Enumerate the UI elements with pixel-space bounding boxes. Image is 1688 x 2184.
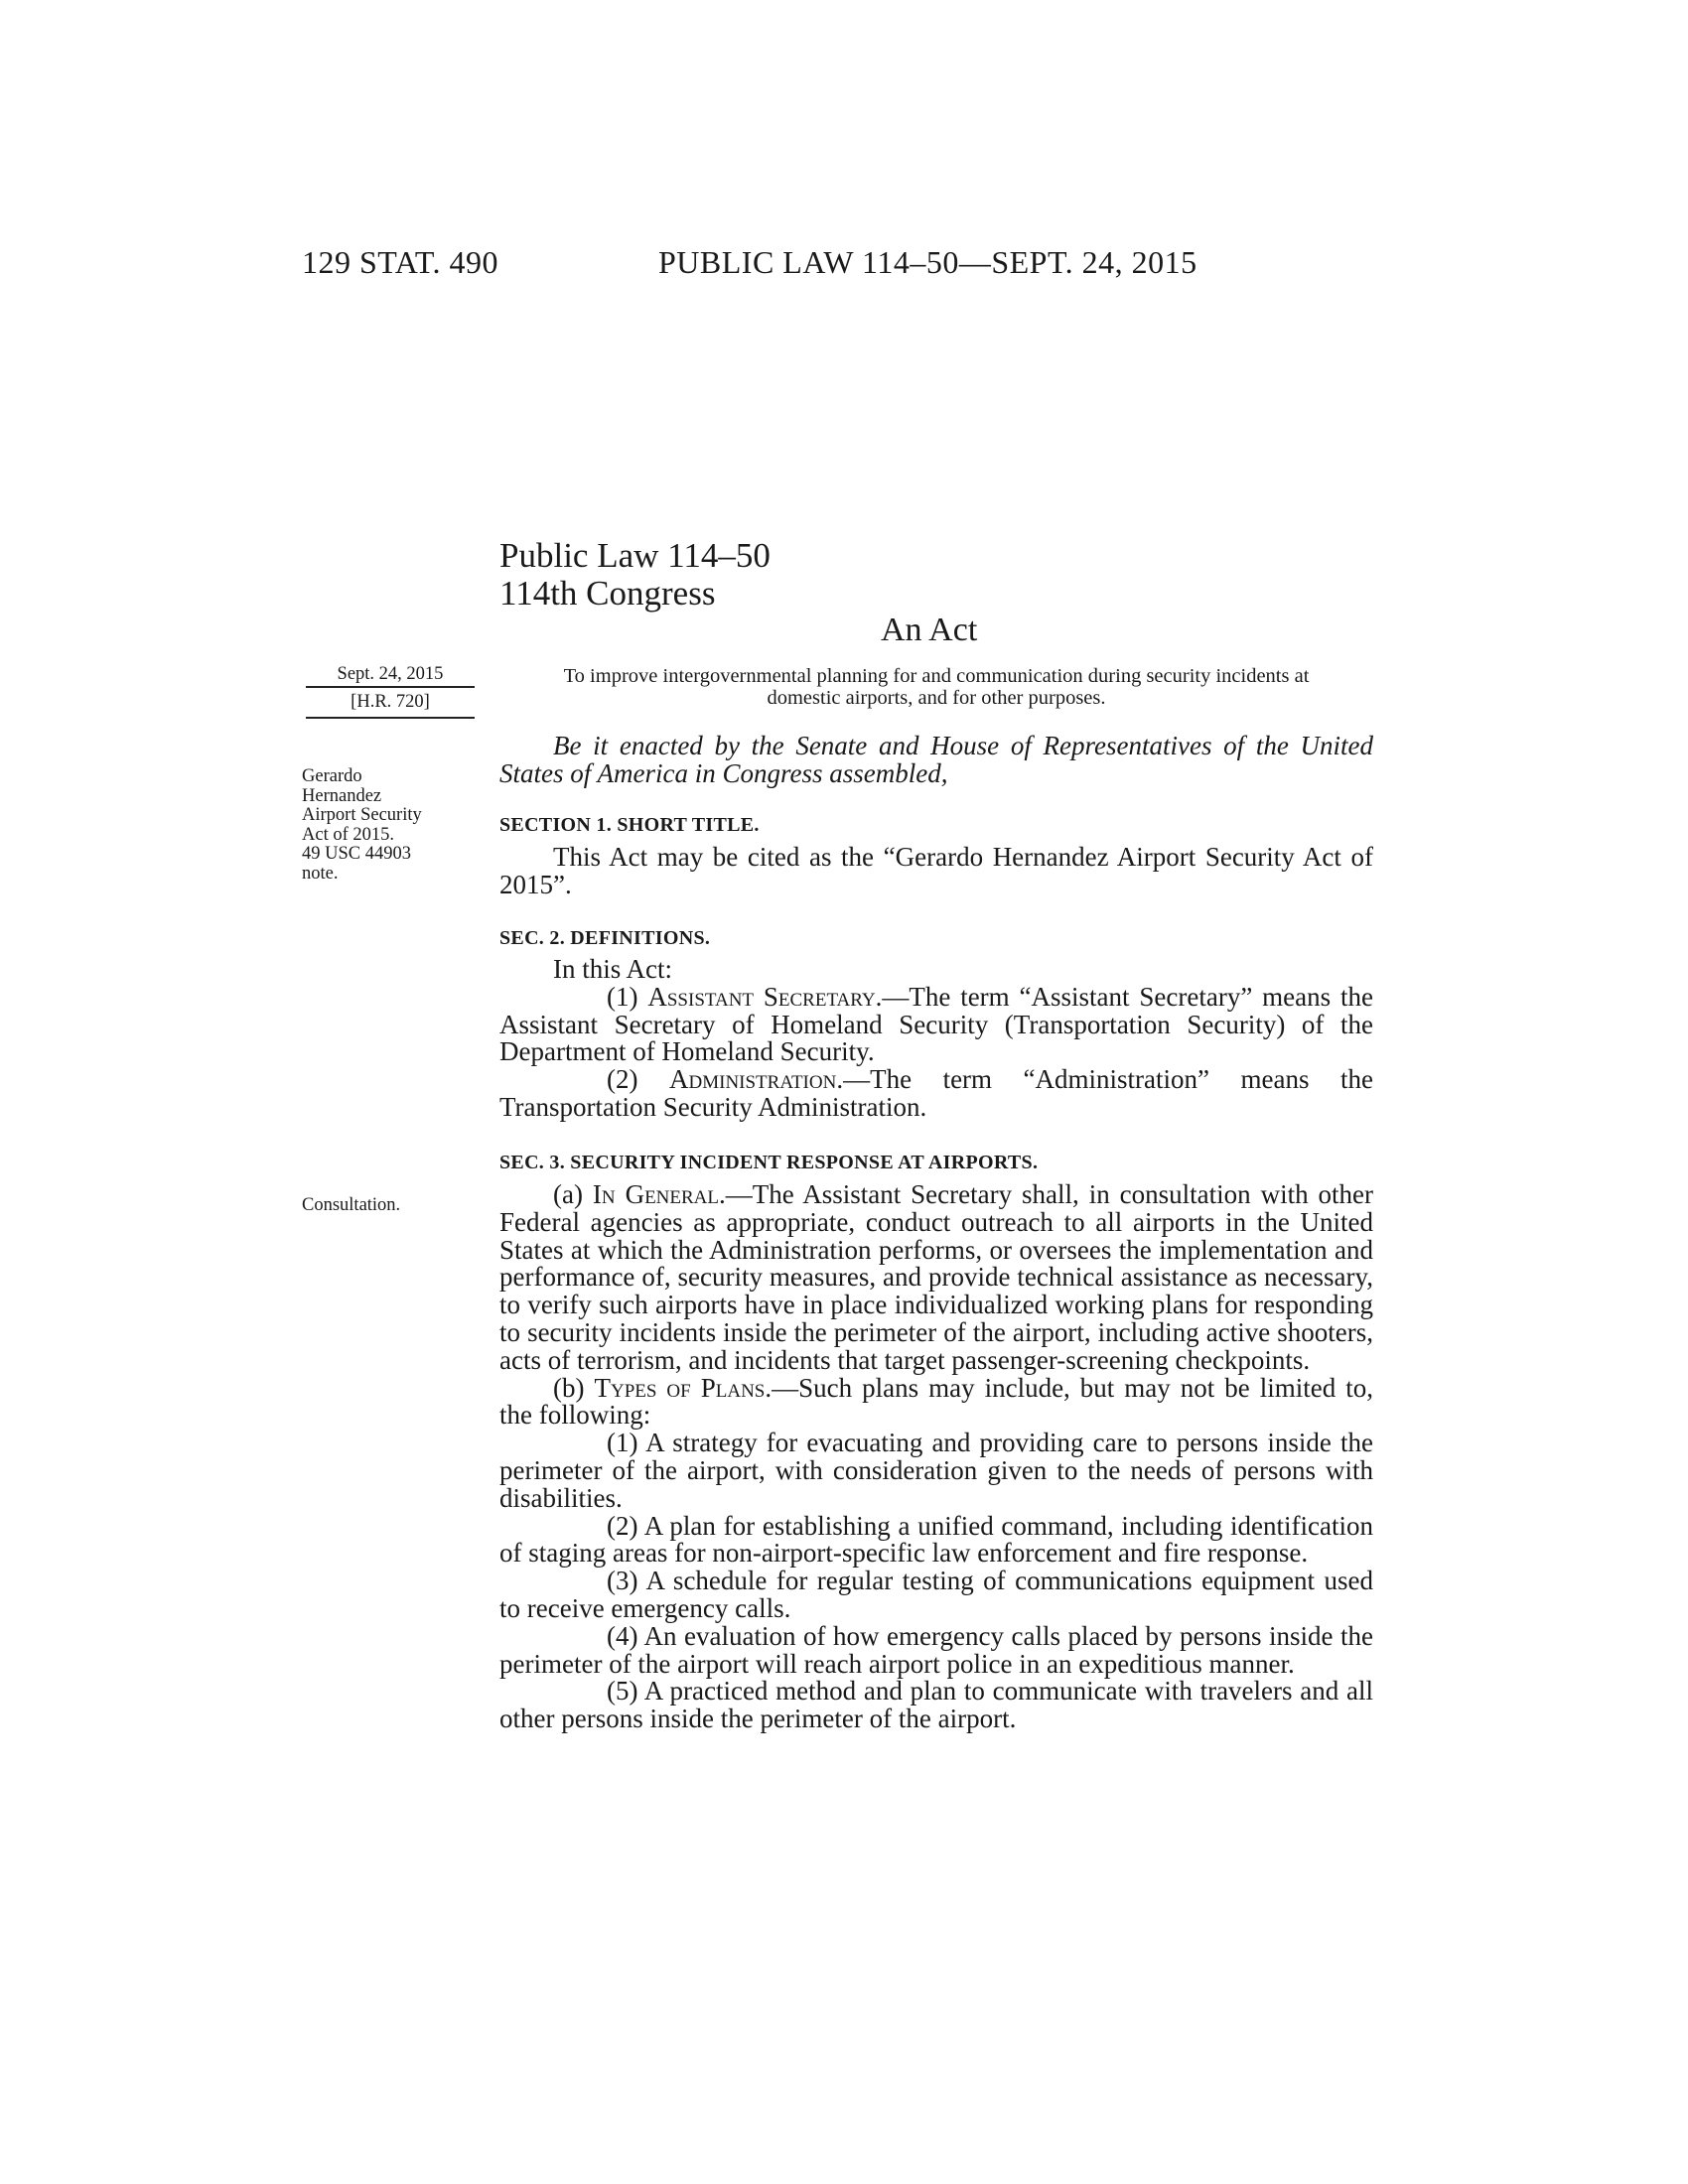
margin-bill-number: [H.R. 720] (351, 692, 430, 712)
subsection-number: (a) (553, 1179, 583, 1209)
running-title: PUBLIC LAW 114–50—SEPT. 24, 2015 (658, 244, 1197, 280)
subsection-a (499, 1181, 1373, 1375)
margin-date: Sept. 24, 2015 (337, 664, 444, 684)
plan-item: (1) A strategy for evacuating and providing care to persons inside the perimeter of the airport, with consideration given to the needs of persons with disabilities. (499, 1428, 1373, 1513)
section-2-intro: In this Act: (553, 954, 672, 984)
enacting-clause (499, 733, 1373, 788)
margin-rule (306, 686, 475, 688)
definition-paragraph (499, 981, 1373, 1067)
definition-text: .—The term “Administration” means the Transportation Security Administration. (499, 1064, 1374, 1122)
defined-term: Assistant Secretary (647, 981, 876, 1012)
section-1-text: This Act may be cited as the “Gerardo Hernandez Airport Security Act of 2015”. (499, 842, 1373, 899)
subsection-text: .—Such plans may include, but may not be limited to, the following: (499, 1372, 1373, 1431)
section-1-body (499, 844, 1373, 899)
margin-note-line: 49 USC 44903 (302, 844, 411, 864)
section-2-heading: SEC. 2. DEFINITIONS. (499, 927, 711, 949)
plan-item: (4) An evaluation of how emergency calls placed by persons inside the perimeter of the airport will reach airport police in an expeditious manner. (499, 1620, 1373, 1679)
subsection-heading: Types of Plans (594, 1372, 766, 1403)
subsection-heading: In General (592, 1179, 720, 1209)
subsection-number: (b) (553, 1372, 585, 1403)
paragraph-number: (1) (607, 981, 638, 1012)
plan-item: (3) A schedule for regular testing of communications equipment used to receive emergency calls. (499, 1566, 1373, 1623)
definition-paragraph (499, 1066, 1373, 1122)
subsection-text: .—The Assistant Secretary shall, in consultation with other Federal agencies as appropriate, conduct outreach to all airports in the United States at which the Administration performs, or oversees the implementation and performance of, security measures, and provide technical assistance as necessary, to verify such airports have in place individualized working plans for responding to security incidents inside the perimeter of the airport, including active shooters, acts of terrorism, and incidents that target passenger-screening checkpoints. (499, 1179, 1374, 1375)
section-2-body (499, 956, 1373, 1122)
definition-text: .—The term “Assistant Secretary” means the Assistant Secretary of Homeland Security (Transportation Security) of the Department of Homeland Security. (499, 981, 1373, 1067)
margin-note-line: Airport Security (302, 805, 422, 825)
an-act-heading: An Act (881, 612, 978, 648)
plan-item: (5) A practiced method and plan to communicate with travelers and all other persons inside the perimeter of the airport. (499, 1676, 1373, 1734)
margin-note-line: Hernandez (302, 785, 382, 806)
margin-note-line: note. (302, 863, 339, 884)
margin-short-title-note (302, 767, 481, 884)
enacting-text: Be it enacted by the Senate and House of Representatives of the United States of America in Congress assembled, (499, 731, 1373, 788)
plan-item: (2) A plan for establishing a unified command, including identification of staging areas for non-airport-specific law enforcement and fire response. (499, 1510, 1373, 1569)
margin-rule (306, 717, 475, 719)
congress-title: 114th Congress (499, 574, 716, 613)
act-purpose: To improve intergovernmental planning for and communication during security incidents at domestic airports, and for other purposes. (563, 665, 1310, 709)
margin-consultation-note: Consultation. (302, 1195, 401, 1215)
subsection-b (499, 1372, 1373, 1431)
section-1-heading: SECTION 1. SHORT TITLE. (499, 814, 760, 836)
section-3-body (499, 1181, 1373, 1733)
margin-note-line: Act of 2015. (302, 824, 394, 845)
paragraph-number: (2) (607, 1064, 638, 1095)
law-title: Public Law 114–50 (499, 536, 771, 575)
page-reference: 129 STAT. 490 (302, 244, 499, 280)
margin-note-line: Gerardo (302, 766, 362, 786)
section-3-heading: SEC. 3. SECURITY INCIDENT RESPONSE AT AIRPORTS. (499, 1152, 1039, 1173)
defined-term: Administration (669, 1064, 837, 1095)
